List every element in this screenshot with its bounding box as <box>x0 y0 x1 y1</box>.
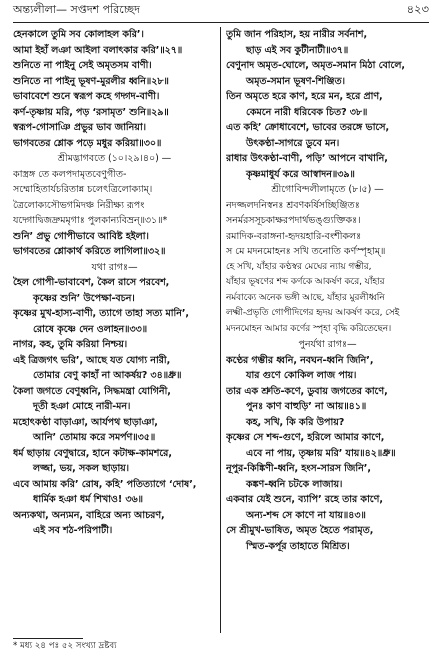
right-column <box>221 27 429 642</box>
text-line: অন্য-শব্দ সে কাণে না যায়॥৪৩॥ <box>246 509 366 521</box>
running-title: অন্ত্যলীলা— সপ্তদশ পরিচ্ছেদ <box>13 3 140 16</box>
text-line: নর্মবাক্যে অনেক ভঙ্গী আছে, যাঁহার মুরলীধ্বনি <box>226 292 385 303</box>
text-line: উৎকণ্ঠা-সাগরে ডুবে মন। <box>246 137 340 149</box>
text-line: মদনমোহন আমার কর্ণের স্পৃহা বৃদ্ধি করিতেছেন। <box>226 323 392 334</box>
text-line: অমৃত-সমান ভূষণ-শিঞ্জিত। <box>246 75 345 87</box>
text-line: তিন অমৃতে হরে কাণ, হরে মন, হরে প্রাণ, <box>226 91 383 102</box>
page-number: ৪২৩ <box>406 2 429 16</box>
text-line: স্মিত-কর্পূর তাহাতে মিশ্রিত। <box>246 540 350 552</box>
text-line: শ্রীমদ্ভাগবতে (১০।২৯।৪০) — <box>57 153 172 164</box>
text-line: স মে মদনমোহনঃ সখি তনোতি কর্ণস্পৃহাম্॥ <box>226 246 386 257</box>
text-line: হেনকালে তুমি সব কোলাহল করি’। <box>13 29 144 40</box>
page-header <box>13 3 429 23</box>
text-line: ভাগবতের শ্লোকার্থ করিতে লাগিলা॥৩২॥ <box>13 246 166 257</box>
text-line: যাঁহার ভূষণের শব্দ কর্ণকে আকর্ষণ করে, যাঁহার <box>226 277 385 287</box>
text-line: স্বরূপ-গোসাঞি প্রভুর ভাব জানিয়া। <box>13 122 146 133</box>
text-line: শ্রীগোবিন্দলীলামৃতে (৮।৫) — <box>271 184 384 195</box>
text-line: সে শ্রীমুখ-ভাষিত, অমৃত হৈতে পরামৃত, <box>226 525 374 536</box>
text-line: এবে আমায় করি’ রোষ, কহি’ পতিত্যাগে ‘দোষ’, <box>13 478 197 490</box>
text-line: নাগর, কহ, তুমি করিয়া নিশ্চয়। <box>13 339 128 350</box>
text-line: নূপুর-কিঙ্কিণী-ধ্বনি, হংস-সারস জিনি’, <box>226 463 371 474</box>
text-line: সম্মোহিতার্যচরিতান্ন চলেৎত্রিলোক্যাম্। <box>13 184 153 195</box>
text-line: যথা রাগঃ— <box>91 261 138 273</box>
text-line: কৃষ্ণমাধুর্য করে আস্বাদন॥৩৯॥ <box>246 168 355 180</box>
text-line: আনি’ তোমায় করে সমর্পণ॥৩৫॥ <box>33 432 156 443</box>
text-line: শুনিতে না পাইনু সেই অমৃতসম বাণী। <box>13 60 152 71</box>
text-line: তুমি জান পরিহাস, হয় নারীর সর্বনাশ, <box>226 29 368 40</box>
text-line: শুনিতে না পাইনু ভূষণ-মুরলীর ধ্বনি॥২৮॥ <box>13 75 169 87</box>
text-line: ভাগবতের শ্লোক পড়ে মধুর করিয়া॥৩০॥ <box>13 137 162 149</box>
text-line: দূতী হঞা মোহে নারী-মন। <box>33 401 131 412</box>
text-line: যার গুণে কোকিল লাজ পায়। <box>246 370 357 381</box>
text-line: রমাদিক-বরাঙ্গনা-হৃদয়হারি-বংশীকলঃ <box>226 230 362 242</box>
text-line: কর্ণ-তৃষ্ণায় মরি, পড় ‘রসামৃত’ শুনি॥২৯॥ <box>13 106 169 118</box>
footnote: * মধ্য ২৪ পঃ ৫২ সংখ্যা দ্রষ্টব্য <box>13 641 117 651</box>
text-line: কৃষ্ণের মুখ-হাস্য-বাণী, ত্যাগে তাহা সত্য মানি’, <box>13 308 189 319</box>
text-line: কৃষ্ণের সে শব্দ-গুণে, হরিলে আমার কাণে, <box>226 432 385 443</box>
left-column <box>13 27 220 642</box>
text-line: তার এক শ্রুতি-কণে, ডুবায় জগতের কাণে, <box>226 385 388 397</box>
text-line: অন্যকথা, অন্যমন, বাহিরে অন্য আচরণ, <box>13 509 165 521</box>
text-line: এবে না পায়, তৃষ্ণায় মরি’ যায়॥৪২॥ধ্রু॥ <box>246 447 396 459</box>
text-columns <box>13 27 429 642</box>
text-line: ছাড় এই সব কুটীনাটী॥৩৭॥ <box>246 44 349 56</box>
text-line: কাস্ত্রঙ্গ তে কলপদামৃতবেণুগীত- <box>13 168 127 180</box>
text-line: কহ, সখি, কি করি উপায়? <box>246 416 345 428</box>
text-line: সনর্মরসসূচকাক্ষরপদার্থভঙ্গ্যুক্তিকঃ। <box>226 215 361 226</box>
text-line: কৈলা জগতে বেণুধ্বনি, সিদ্ধমন্ত্রা যোগিনী, <box>13 385 171 397</box>
text-line: একবার যেই শুনে, ব্যাপি’ রহে তার কাণে, <box>226 494 383 505</box>
text-line: শুনি’ প্রভু গোপীভাবে আবিষ্ট হইলা। <box>13 230 149 242</box>
text-line: ধার্মিক হঞা ধর্ম শিখাও! ৩৬॥ <box>33 494 144 505</box>
text-line: ত্রৈলোক্যসৌভগমিদঞ্চ নিরীক্ষ্য রূপং <box>13 199 145 211</box>
text-line: হে সখি, যাঁহার কণ্ঠস্বর মেঘের ন্যায় গম্ভীর, <box>226 261 372 272</box>
text-line: কৃষ্ণের শুনি’ উপেক্ষা-বচন। <box>33 292 135 304</box>
text-line: যদ্গোদ্বিজদ্রুমমৃগাঃ পুলকান্যবিভ্রন্॥৩১॥* <box>13 215 168 226</box>
text-line: তোমার বেণু কাহাঁ না আকর্ষয়? ৩৪॥ধ্রু॥ <box>33 370 182 381</box>
text-line: রোষে কৃষ্ণে দেন ওলাহন॥৩৩॥ <box>33 323 148 335</box>
text-line: এই ত্রিজগৎ ভরি’, আছে যত যোগ্য নারী, <box>13 354 171 366</box>
text-line: রাধার উৎকণ্ঠা-বাণী, পড়ি’ আপনে বাখানি, <box>226 153 388 164</box>
text-line: কেমনে নারী ধরিবেক চিত? ৩৮॥ <box>246 106 368 118</box>
text-line: ধর্ম ছাড়ায় বেণুদ্বারে, হানে কটাক্ষ-কামশরে, <box>13 447 172 459</box>
text-line: আমা ইহাঁ লঞা আইলা বলাৎকার করি’॥২৭॥ <box>13 44 183 56</box>
text-line: পুনঃ কাণ বাহুড়ি’ না আয়॥৪১॥ <box>246 401 367 412</box>
text-line: কণ্ঠের গম্ভীর ধ্বনি, নবঘন-ধ্বনি জিনি’, <box>226 354 374 366</box>
text-line: নদজ্জলদনিস্বনঃ শ্রবণকর্ষিসচ্ছিঞ্জিতঃ <box>226 199 360 211</box>
text-line: হৈল গোপী-ভাবাবেশ, কৈল রাসে পরবেশ, <box>13 277 170 288</box>
text-line: এই সব শঠ-পরিপাটী। <box>33 525 113 536</box>
text-line: লজ্জা, ভয়, সকল ছাড়ায়। <box>33 463 130 474</box>
text-line: লক্ষ্মী-প্রভৃতি গোপীদিগের হৃদয় আকর্ষণ করে, সেই <box>226 308 400 318</box>
text-line: ভাবাবেশে শুনে স্বরূপ কহে গদ্গদ-বাণী। <box>13 91 160 102</box>
text-line: এত কহি’ ক্রোধাবেশে, ভাবের তরঙ্গে ভাসে, <box>226 122 390 133</box>
text-line: মহোৎকণ্ঠা বাড়াঞা, আর্যপথ ছাড়াঞা, <box>13 416 158 428</box>
text-line: পুনর্যথা রাগঃ— <box>298 339 357 350</box>
text-line: বেণুনাদ অমৃত-ঘোলে, অমৃত-সমান মিঠা বোলে, <box>226 60 405 71</box>
text-line: কঙ্কণ-ধ্বনি চটকে লাজায়। <box>246 478 343 490</box>
